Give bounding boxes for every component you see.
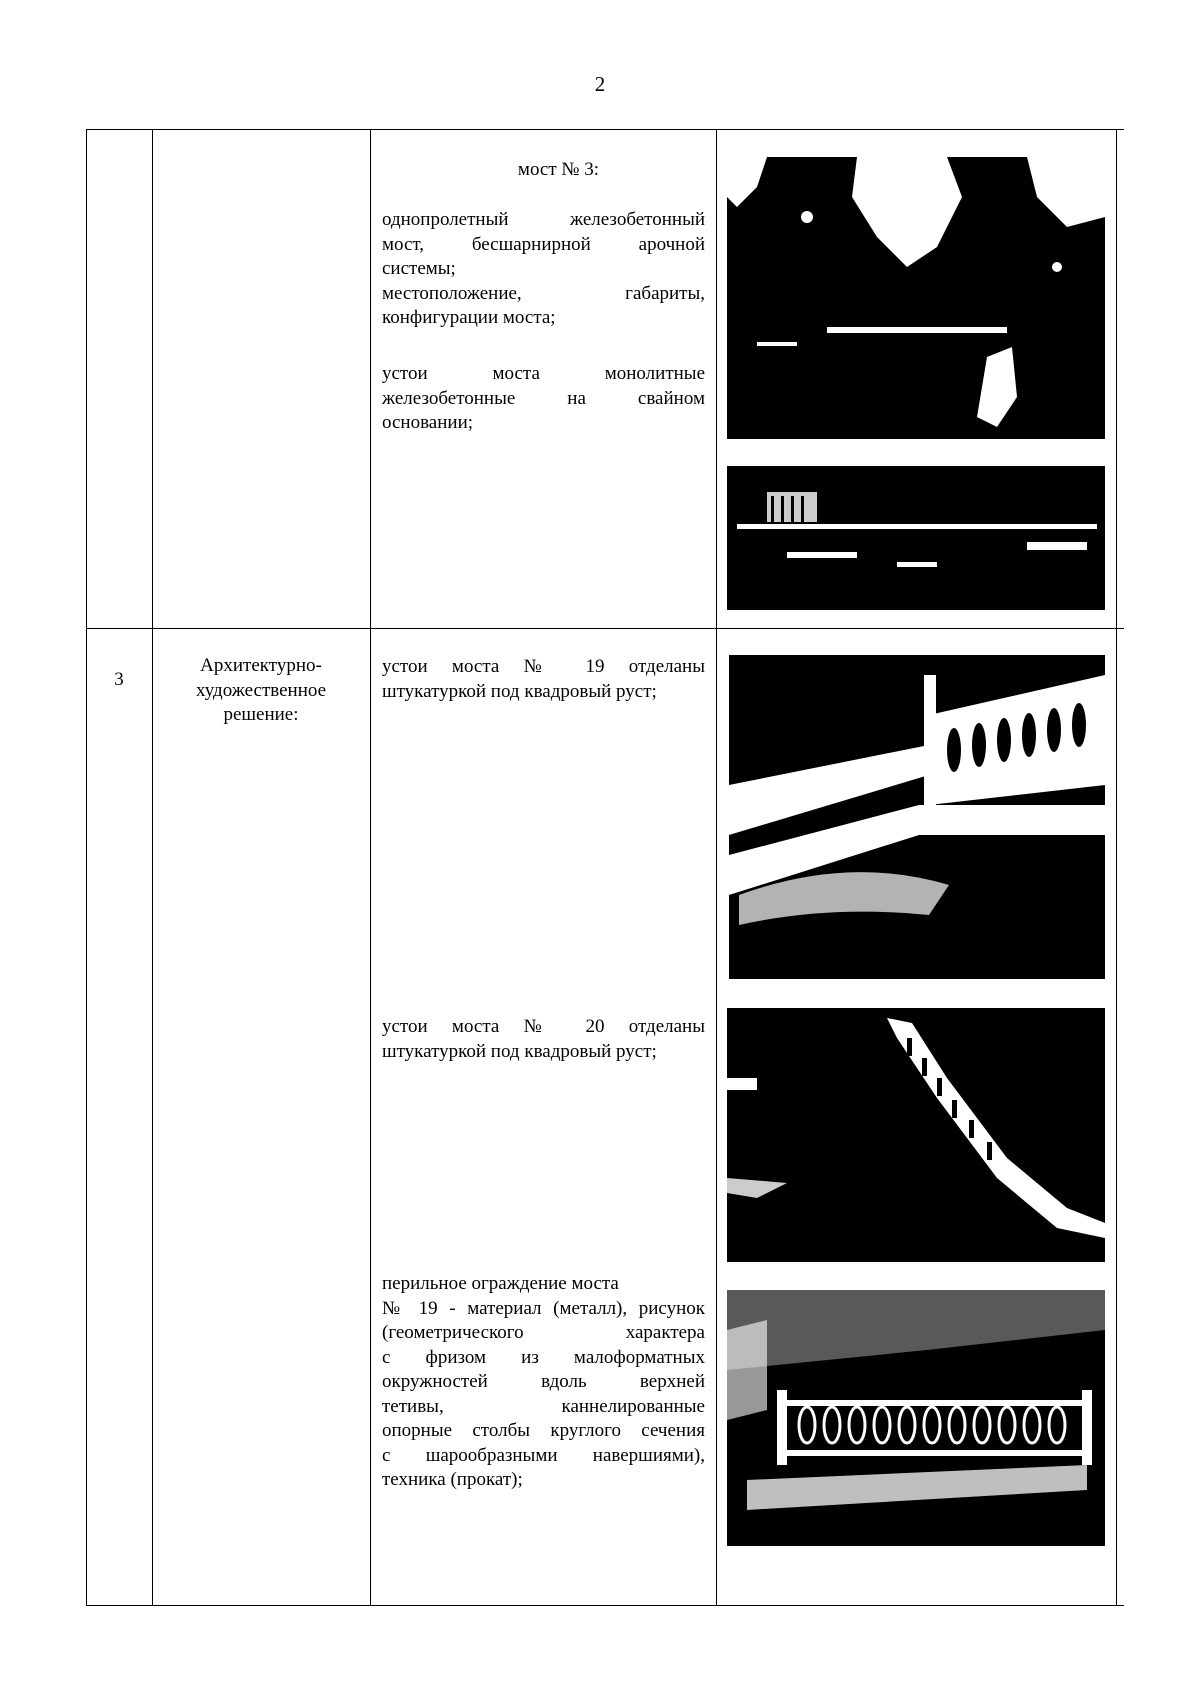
text-line: перильное ограждение моста xyxy=(382,1273,619,1294)
bridge-19-railing xyxy=(382,1272,705,1493)
page-number: 2 xyxy=(594,72,606,96)
text-line: опорные столбы круглого сечения xyxy=(382,1420,705,1441)
photo-bridge-20-abutment xyxy=(727,1008,1105,1262)
text-line: мост, бесшарнирной арочной xyxy=(382,233,705,255)
text-line: с шарообразными навершиями), xyxy=(382,1444,705,1466)
bridge-3-abutments xyxy=(382,362,705,436)
text-line: решение: xyxy=(223,704,299,725)
text-line: местоположение, габариты, xyxy=(382,282,705,304)
table-right-border xyxy=(1116,129,1117,1606)
text-line: Архитектурно- xyxy=(200,655,322,676)
text-line: с фризом из малоформатных xyxy=(382,1346,705,1368)
photo-bridge-19-railing-detail xyxy=(727,1290,1105,1546)
text-line: (геометрического характера xyxy=(382,1322,705,1343)
row-divider xyxy=(86,628,1124,629)
text-line: конфигурации моста; xyxy=(382,307,556,328)
photo-bridge-19-railing xyxy=(729,655,1105,979)
table-left-border xyxy=(86,129,87,1606)
text-line: устои моста № 20 отделаны xyxy=(382,1016,705,1037)
bridge-19-abutments xyxy=(382,655,705,704)
photo-bridge-3-park xyxy=(727,452,1105,610)
text-line: основании; xyxy=(382,412,474,433)
column-divider-1 xyxy=(152,129,153,1606)
text-line: техника (прокат); xyxy=(382,1469,523,1490)
text-line: системы; xyxy=(382,258,456,279)
text-line: железобетонные на свайном xyxy=(382,387,705,409)
table-top-border xyxy=(86,129,1124,130)
bridge-3-description xyxy=(382,208,705,331)
text-line: штукатуркой под квадровый руст; xyxy=(382,680,657,702)
text-line: устои моста монолитные xyxy=(382,363,705,384)
text-line: № 19 - материал (металл), рисунок xyxy=(382,1297,705,1319)
bridge-20-abutments xyxy=(382,1015,705,1064)
text-line: тетивы, каннелированные xyxy=(382,1395,705,1417)
text-line: штукатуркой под квадровый руст; xyxy=(382,1040,657,1062)
bridge-3-heading: мост № 3: xyxy=(517,159,600,180)
text-line: художественное xyxy=(195,679,327,701)
column-divider-3 xyxy=(716,129,717,1606)
photo-bridge-3-trees xyxy=(727,157,1105,439)
table-bottom-border xyxy=(86,1605,1124,1606)
column-divider-2 xyxy=(370,129,371,1606)
row-name xyxy=(152,654,370,728)
text-line: однопролетный железобетонный xyxy=(382,209,705,230)
text-line: устои моста № 19 отделаны xyxy=(382,656,705,677)
text-line: окружностей вдоль верхней xyxy=(382,1371,705,1392)
row-number: 3 xyxy=(114,669,124,690)
